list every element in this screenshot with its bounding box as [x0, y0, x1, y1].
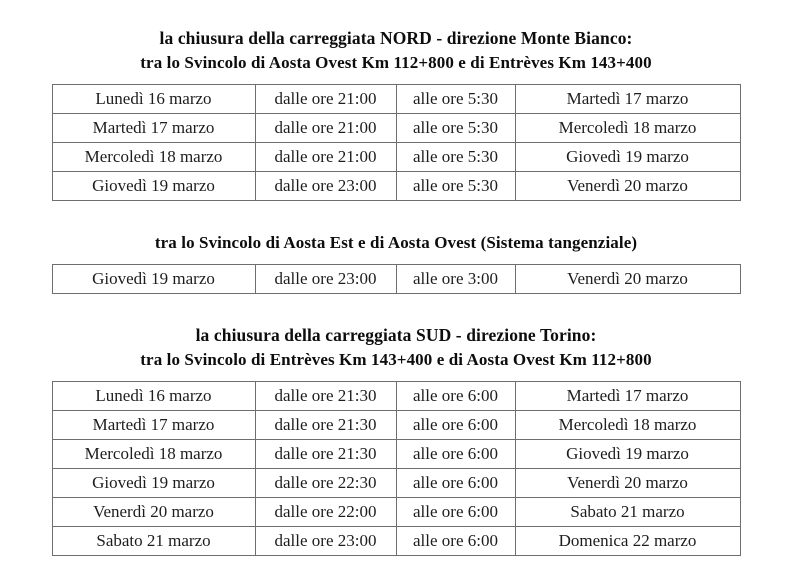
table-row — [52, 264, 740, 293]
cell-start-day: Martedì 17 marzo — [52, 114, 255, 143]
cell-start-day: Giovedì 19 marzo — [52, 172, 255, 201]
cell-end-day: Venerdì 20 marzo — [515, 172, 740, 201]
cell-end-time: alle ore 3:00 — [396, 264, 515, 293]
cell-end-time: alle ore 5:30 — [396, 172, 515, 201]
table-row — [52, 114, 740, 143]
cell-start-time: dalle ore 21:00 — [255, 114, 396, 143]
closure-table-nord — [52, 84, 741, 201]
cell-start-time: dalle ore 22:00 — [255, 498, 396, 527]
closure-table-sud — [52, 381, 741, 556]
cell-end-time: alle ore 5:30 — [396, 114, 515, 143]
cell-end-time: alle ore 5:30 — [396, 143, 515, 172]
cell-end-time: alle ore 6:00 — [396, 527, 515, 556]
table-row — [52, 527, 740, 556]
table-row — [52, 85, 740, 114]
cell-start-day: Giovedì 19 marzo — [52, 264, 255, 293]
cell-end-time: alle ore 6:00 — [396, 440, 515, 469]
cell-end-day: Martedì 17 marzo — [515, 382, 740, 411]
section-tangenziale — [0, 201, 792, 294]
cell-start-day: Martedì 17 marzo — [52, 411, 255, 440]
cell-end-time: alle ore 6:00 — [396, 469, 515, 498]
cell-end-time: alle ore 6:00 — [396, 411, 515, 440]
cell-end-day: Giovedì 19 marzo — [515, 440, 740, 469]
cell-end-day: Venerdì 20 marzo — [515, 469, 740, 498]
table-row — [52, 172, 740, 201]
cell-start-day: Sabato 21 marzo — [52, 527, 255, 556]
cell-start-day: Mercoledì 18 marzo — [52, 143, 255, 172]
table-row — [52, 411, 740, 440]
cell-end-time: alle ore 6:00 — [396, 382, 515, 411]
section-sud-title: la chiusura della carreggiata SUD - direzione Torino: — [195, 324, 597, 345]
cell-start-day: Lunedì 16 marzo — [52, 85, 255, 114]
cell-start-time: dalle ore 21:00 — [255, 85, 396, 114]
table-row — [52, 382, 740, 411]
cell-start-time: dalle ore 21:30 — [255, 382, 396, 411]
cell-end-day: Giovedì 19 marzo — [515, 143, 740, 172]
table-row — [52, 469, 740, 498]
cell-start-time: dalle ore 23:00 — [255, 264, 396, 293]
cell-end-day: Venerdì 20 marzo — [515, 264, 740, 293]
section-tangenziale-subtitle: tra lo Svincolo di Aosta Est e di Aosta Ovest (Sistema tangenziale) — [154, 233, 638, 253]
cell-start-day: Venerdì 20 marzo — [52, 498, 255, 527]
cell-end-day: Mercoledì 18 marzo — [515, 114, 740, 143]
cell-end-time: alle ore 6:00 — [396, 498, 515, 527]
cell-start-time: dalle ore 21:30 — [255, 411, 396, 440]
section-sud — [0, 294, 792, 556]
section-nord — [0, 0, 792, 201]
closure-table-sud-body — [52, 382, 740, 556]
section-sud-subtitle: tra lo Svincolo di Entrèves Km 143+400 e di Aosta Ovest Km 112+800 — [140, 350, 652, 370]
section-nord-subtitle: tra lo Svincolo di Aosta Ovest Km 112+800 e di Entrèves Km 143+400 — [140, 53, 652, 73]
section-sud-headings — [0, 324, 792, 371]
cell-end-day: Domenica 22 marzo — [515, 527, 740, 556]
cell-start-time: dalle ore 23:00 — [255, 527, 396, 556]
cell-end-day: Martedì 17 marzo — [515, 85, 740, 114]
cell-start-time: dalle ore 21:00 — [255, 143, 396, 172]
section-nord-headings — [0, 27, 792, 74]
cell-start-day: Giovedì 19 marzo — [52, 469, 255, 498]
cell-start-day: Lunedì 16 marzo — [52, 382, 255, 411]
closure-table-nord-body — [52, 85, 740, 201]
table-row — [52, 440, 740, 469]
table-row — [52, 498, 740, 527]
table-row — [52, 143, 740, 172]
cell-start-time: dalle ore 23:00 — [255, 172, 396, 201]
cell-start-time: dalle ore 22:30 — [255, 469, 396, 498]
cell-start-day: Mercoledì 18 marzo — [52, 440, 255, 469]
cell-end-day: Mercoledì 18 marzo — [515, 411, 740, 440]
closure-table-tangenziale — [52, 264, 741, 294]
cell-end-time: alle ore 5:30 — [396, 85, 515, 114]
closure-table-tangenziale-body — [52, 264, 740, 293]
cell-start-time: dalle ore 21:30 — [255, 440, 396, 469]
section-nord-title: la chiusura della carreggiata NORD - direzione Monte Bianco: — [159, 28, 633, 48]
cell-end-day: Sabato 21 marzo — [515, 498, 740, 527]
